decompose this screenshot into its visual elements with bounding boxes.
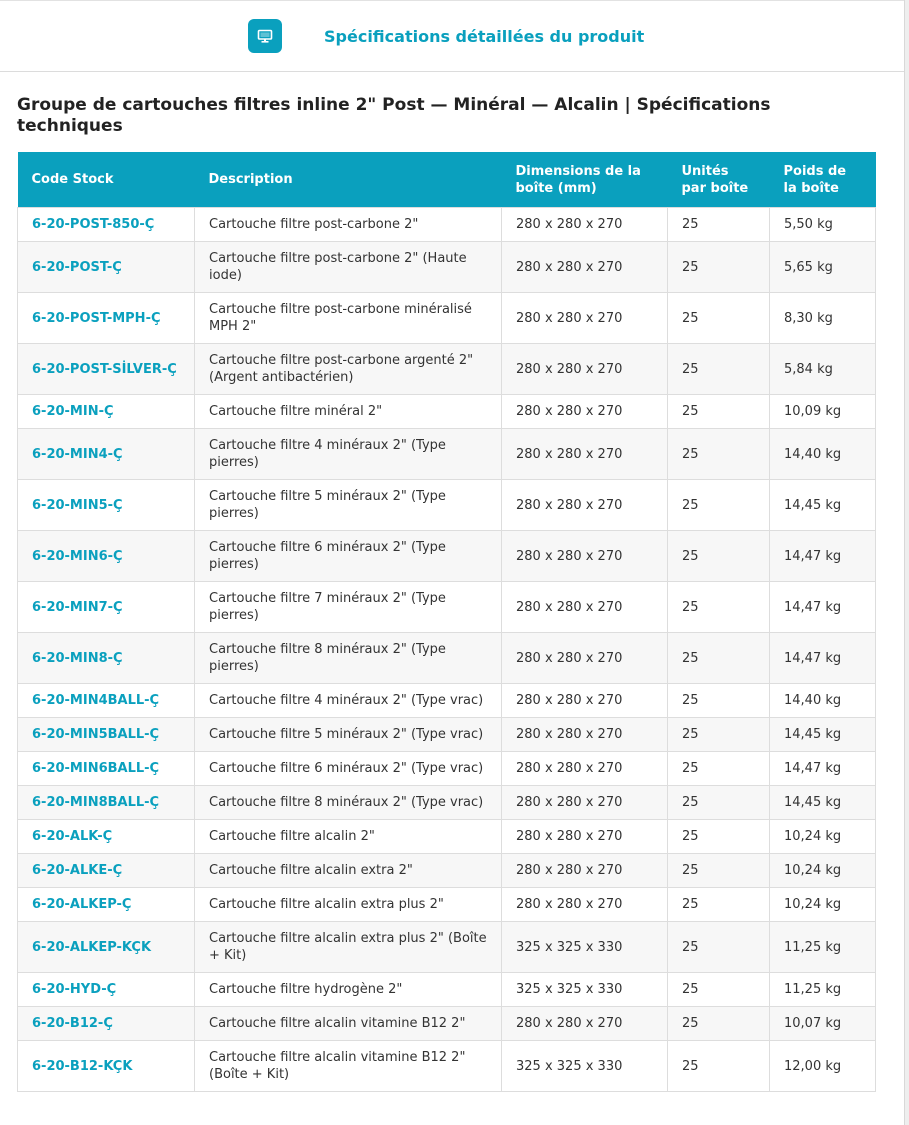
cell-code: 6-20-MIN4-Ç bbox=[18, 429, 195, 480]
cell-units: 25 bbox=[668, 973, 770, 1007]
cell-dimensions: 280 x 280 x 270 bbox=[502, 633, 668, 684]
cell-dimensions: 280 x 280 x 270 bbox=[502, 1007, 668, 1041]
cell-units: 25 bbox=[668, 854, 770, 888]
table-row bbox=[18, 208, 876, 242]
cell-description: Cartouche filtre alcalin vitamine B12 2" bbox=[195, 1007, 502, 1041]
table-title: Groupe de cartouches filtres inline 2" Post — Minéral — Alcalin | Spécifications techniques bbox=[17, 95, 771, 136]
cell-units: 25 bbox=[668, 208, 770, 242]
cell-weight: 8,30 kg bbox=[770, 293, 876, 344]
table-row bbox=[18, 633, 876, 684]
cell-dimensions: 280 x 280 x 270 bbox=[502, 242, 668, 293]
cell-dimensions: 280 x 280 x 270 bbox=[502, 293, 668, 344]
cell-code: 6-20-MIN5BALL-Ç bbox=[18, 718, 195, 752]
cell-dimensions: 280 x 280 x 270 bbox=[502, 480, 668, 531]
cell-weight: 12,00 kg bbox=[770, 1041, 876, 1092]
table-header bbox=[18, 152, 876, 208]
cell-units: 25 bbox=[668, 922, 770, 973]
cell-dimensions: 280 x 280 x 270 bbox=[502, 429, 668, 480]
cell-weight: 10,24 kg bbox=[770, 854, 876, 888]
cell-description: Cartouche filtre 6 minéraux 2" (Type vrac) bbox=[195, 752, 502, 786]
table-row bbox=[18, 718, 876, 752]
table-row bbox=[18, 480, 876, 531]
cell-dimensions: 280 x 280 x 270 bbox=[502, 820, 668, 854]
cell-units: 25 bbox=[668, 395, 770, 429]
cell-code: 6-20-MIN6BALL-Ç bbox=[18, 752, 195, 786]
table-row bbox=[18, 922, 876, 973]
cell-description: Cartouche filtre post-carbone minéralisé MPH 2" bbox=[195, 293, 502, 344]
cell-description: Cartouche filtre post-carbone 2" bbox=[195, 208, 502, 242]
cell-description: Cartouche filtre 7 minéraux 2" (Type pierres) bbox=[195, 582, 502, 633]
cell-units: 25 bbox=[668, 633, 770, 684]
cell-description: Cartouche filtre minéral 2" bbox=[195, 395, 502, 429]
cell-units: 25 bbox=[668, 582, 770, 633]
cell-code: 6-20-POST-850-Ç bbox=[18, 208, 195, 242]
table-row bbox=[18, 684, 876, 718]
column-header-dimensions: Dimensions de la boîte (mm) bbox=[502, 152, 668, 208]
cell-code: 6-20-POST-MPH-Ç bbox=[18, 293, 195, 344]
table-row bbox=[18, 1041, 876, 1092]
cell-dimensions: 280 x 280 x 270 bbox=[502, 786, 668, 820]
cell-units: 25 bbox=[668, 1041, 770, 1092]
cell-dimensions: 325 x 325 x 330 bbox=[502, 973, 668, 1007]
table-row bbox=[18, 1007, 876, 1041]
table-row bbox=[18, 531, 876, 582]
table-body bbox=[18, 208, 876, 1092]
cell-description: Cartouche filtre alcalin extra 2" bbox=[195, 854, 502, 888]
cell-description: Cartouche filtre hydrogène 2" bbox=[195, 973, 502, 1007]
cell-code: 6-20-MIN-Ç bbox=[18, 395, 195, 429]
cell-code: 6-20-POST-SİLVER-Ç bbox=[18, 344, 195, 395]
cell-description: Cartouche filtre 8 minéraux 2" (Type vrac) bbox=[195, 786, 502, 820]
cell-code: 6-20-ALKE-Ç bbox=[18, 854, 195, 888]
cell-units: 25 bbox=[668, 718, 770, 752]
cell-weight: 10,24 kg bbox=[770, 820, 876, 854]
column-header-description: Description bbox=[195, 152, 502, 208]
table-row bbox=[18, 293, 876, 344]
cell-code: 6-20-ALKEP-Ç bbox=[18, 888, 195, 922]
cell-dimensions: 280 x 280 x 270 bbox=[502, 344, 668, 395]
cell-code: 6-20-ALK-Ç bbox=[18, 820, 195, 854]
cell-weight: 14,47 kg bbox=[770, 633, 876, 684]
cell-units: 25 bbox=[668, 684, 770, 718]
cell-units: 25 bbox=[668, 1007, 770, 1041]
monitor-icon-glyph bbox=[257, 28, 273, 44]
cell-dimensions: 280 x 280 x 270 bbox=[502, 888, 668, 922]
specifications-table bbox=[17, 152, 876, 1092]
table-header-row bbox=[18, 152, 876, 208]
cell-code: 6-20-B12-KÇK bbox=[18, 1041, 195, 1092]
cell-code: 6-20-MIN4BALL-Ç bbox=[18, 684, 195, 718]
cell-units: 25 bbox=[668, 242, 770, 293]
cell-weight: 5,50 kg bbox=[770, 208, 876, 242]
cell-description: Cartouche filtre alcalin extra plus 2" bbox=[195, 888, 502, 922]
cell-weight: 14,45 kg bbox=[770, 480, 876, 531]
table-row bbox=[18, 973, 876, 1007]
cell-weight: 14,40 kg bbox=[770, 429, 876, 480]
cell-weight: 10,24 kg bbox=[770, 888, 876, 922]
cell-description: Cartouche filtre 8 minéraux 2" (Type pierres) bbox=[195, 633, 502, 684]
cell-units: 25 bbox=[668, 429, 770, 480]
table-row bbox=[18, 820, 876, 854]
cell-description: Cartouche filtre alcalin extra plus 2" (Boîte + Kit) bbox=[195, 922, 502, 973]
cell-code: 6-20-MIN5-Ç bbox=[18, 480, 195, 531]
table-row bbox=[18, 752, 876, 786]
cell-description: Cartouche filtre 6 minéraux 2" (Type pierres) bbox=[195, 531, 502, 582]
cell-code: 6-20-MIN6-Ç bbox=[18, 531, 195, 582]
cell-units: 25 bbox=[668, 820, 770, 854]
cell-units: 25 bbox=[668, 531, 770, 582]
cell-code: 6-20-MIN7-Ç bbox=[18, 582, 195, 633]
cell-dimensions: 280 x 280 x 270 bbox=[502, 531, 668, 582]
table-row bbox=[18, 429, 876, 480]
cell-weight: 11,25 kg bbox=[770, 973, 876, 1007]
cell-dimensions: 280 x 280 x 270 bbox=[502, 582, 668, 633]
cell-description: Cartouche filtre 5 minéraux 2" (Type pierres) bbox=[195, 480, 502, 531]
column-header-code: Code Stock bbox=[18, 152, 195, 208]
cell-weight: 14,45 kg bbox=[770, 718, 876, 752]
cell-units: 25 bbox=[668, 888, 770, 922]
cell-weight: 10,07 kg bbox=[770, 1007, 876, 1041]
cell-dimensions: 280 x 280 x 270 bbox=[502, 854, 668, 888]
cell-weight: 10,09 kg bbox=[770, 395, 876, 429]
cell-description: Cartouche filtre alcalin vitamine B12 2" (Boîte + Kit) bbox=[195, 1041, 502, 1092]
cell-description: Cartouche filtre post-carbone 2" (Haute iode) bbox=[195, 242, 502, 293]
table-row bbox=[18, 242, 876, 293]
section-title: Spécifications détaillées du produit bbox=[324, 27, 645, 46]
cell-code: 6-20-HYD-Ç bbox=[18, 973, 195, 1007]
cell-units: 25 bbox=[668, 480, 770, 531]
cell-description: Cartouche filtre 5 minéraux 2" (Type vrac) bbox=[195, 718, 502, 752]
cell-dimensions: 280 x 280 x 270 bbox=[502, 752, 668, 786]
cell-weight: 14,40 kg bbox=[770, 684, 876, 718]
cell-description: Cartouche filtre 4 minéraux 2" (Type pierres) bbox=[195, 429, 502, 480]
cell-weight: 11,25 kg bbox=[770, 922, 876, 973]
monitor-icon bbox=[248, 19, 282, 53]
cell-units: 25 bbox=[668, 344, 770, 395]
cell-code: 6-20-MIN8BALL-Ç bbox=[18, 786, 195, 820]
cell-dimensions: 325 x 325 x 330 bbox=[502, 1041, 668, 1092]
cell-weight: 14,45 kg bbox=[770, 786, 876, 820]
cell-dimensions: 325 x 325 x 330 bbox=[502, 922, 668, 973]
cell-dimensions: 280 x 280 x 270 bbox=[502, 718, 668, 752]
table-row bbox=[18, 344, 876, 395]
cell-weight: 14,47 kg bbox=[770, 582, 876, 633]
cell-code: 6-20-ALKEP-KÇK bbox=[18, 922, 195, 973]
scrollbar-track[interactable] bbox=[905, 0, 909, 1125]
cell-code: 6-20-POST-Ç bbox=[18, 242, 195, 293]
table-row bbox=[18, 582, 876, 633]
cell-units: 25 bbox=[668, 293, 770, 344]
cell-code: 6-20-MIN8-Ç bbox=[18, 633, 195, 684]
cell-description: Cartouche filtre 4 minéraux 2" (Type vrac) bbox=[195, 684, 502, 718]
cell-weight: 14,47 kg bbox=[770, 531, 876, 582]
cell-code: 6-20-B12-Ç bbox=[18, 1007, 195, 1041]
cell-units: 25 bbox=[668, 786, 770, 820]
section-header bbox=[0, 1, 904, 72]
table-row bbox=[18, 854, 876, 888]
cell-weight: 14,47 kg bbox=[770, 752, 876, 786]
column-header-units: Unités par boîte bbox=[668, 152, 770, 208]
cell-description: Cartouche filtre alcalin 2" bbox=[195, 820, 502, 854]
cell-dimensions: 280 x 280 x 270 bbox=[502, 395, 668, 429]
cell-units: 25 bbox=[668, 752, 770, 786]
cell-weight: 5,65 kg bbox=[770, 242, 876, 293]
table-row bbox=[18, 888, 876, 922]
cell-weight: 5,84 kg bbox=[770, 344, 876, 395]
cell-dimensions: 280 x 280 x 270 bbox=[502, 684, 668, 718]
cell-description: Cartouche filtre post-carbone argenté 2" (Argent antibactérien) bbox=[195, 344, 502, 395]
cell-dimensions: 280 x 280 x 270 bbox=[502, 208, 668, 242]
table-row bbox=[18, 395, 876, 429]
column-header-weight: Poids de la boîte bbox=[770, 152, 876, 208]
table-row bbox=[18, 786, 876, 820]
